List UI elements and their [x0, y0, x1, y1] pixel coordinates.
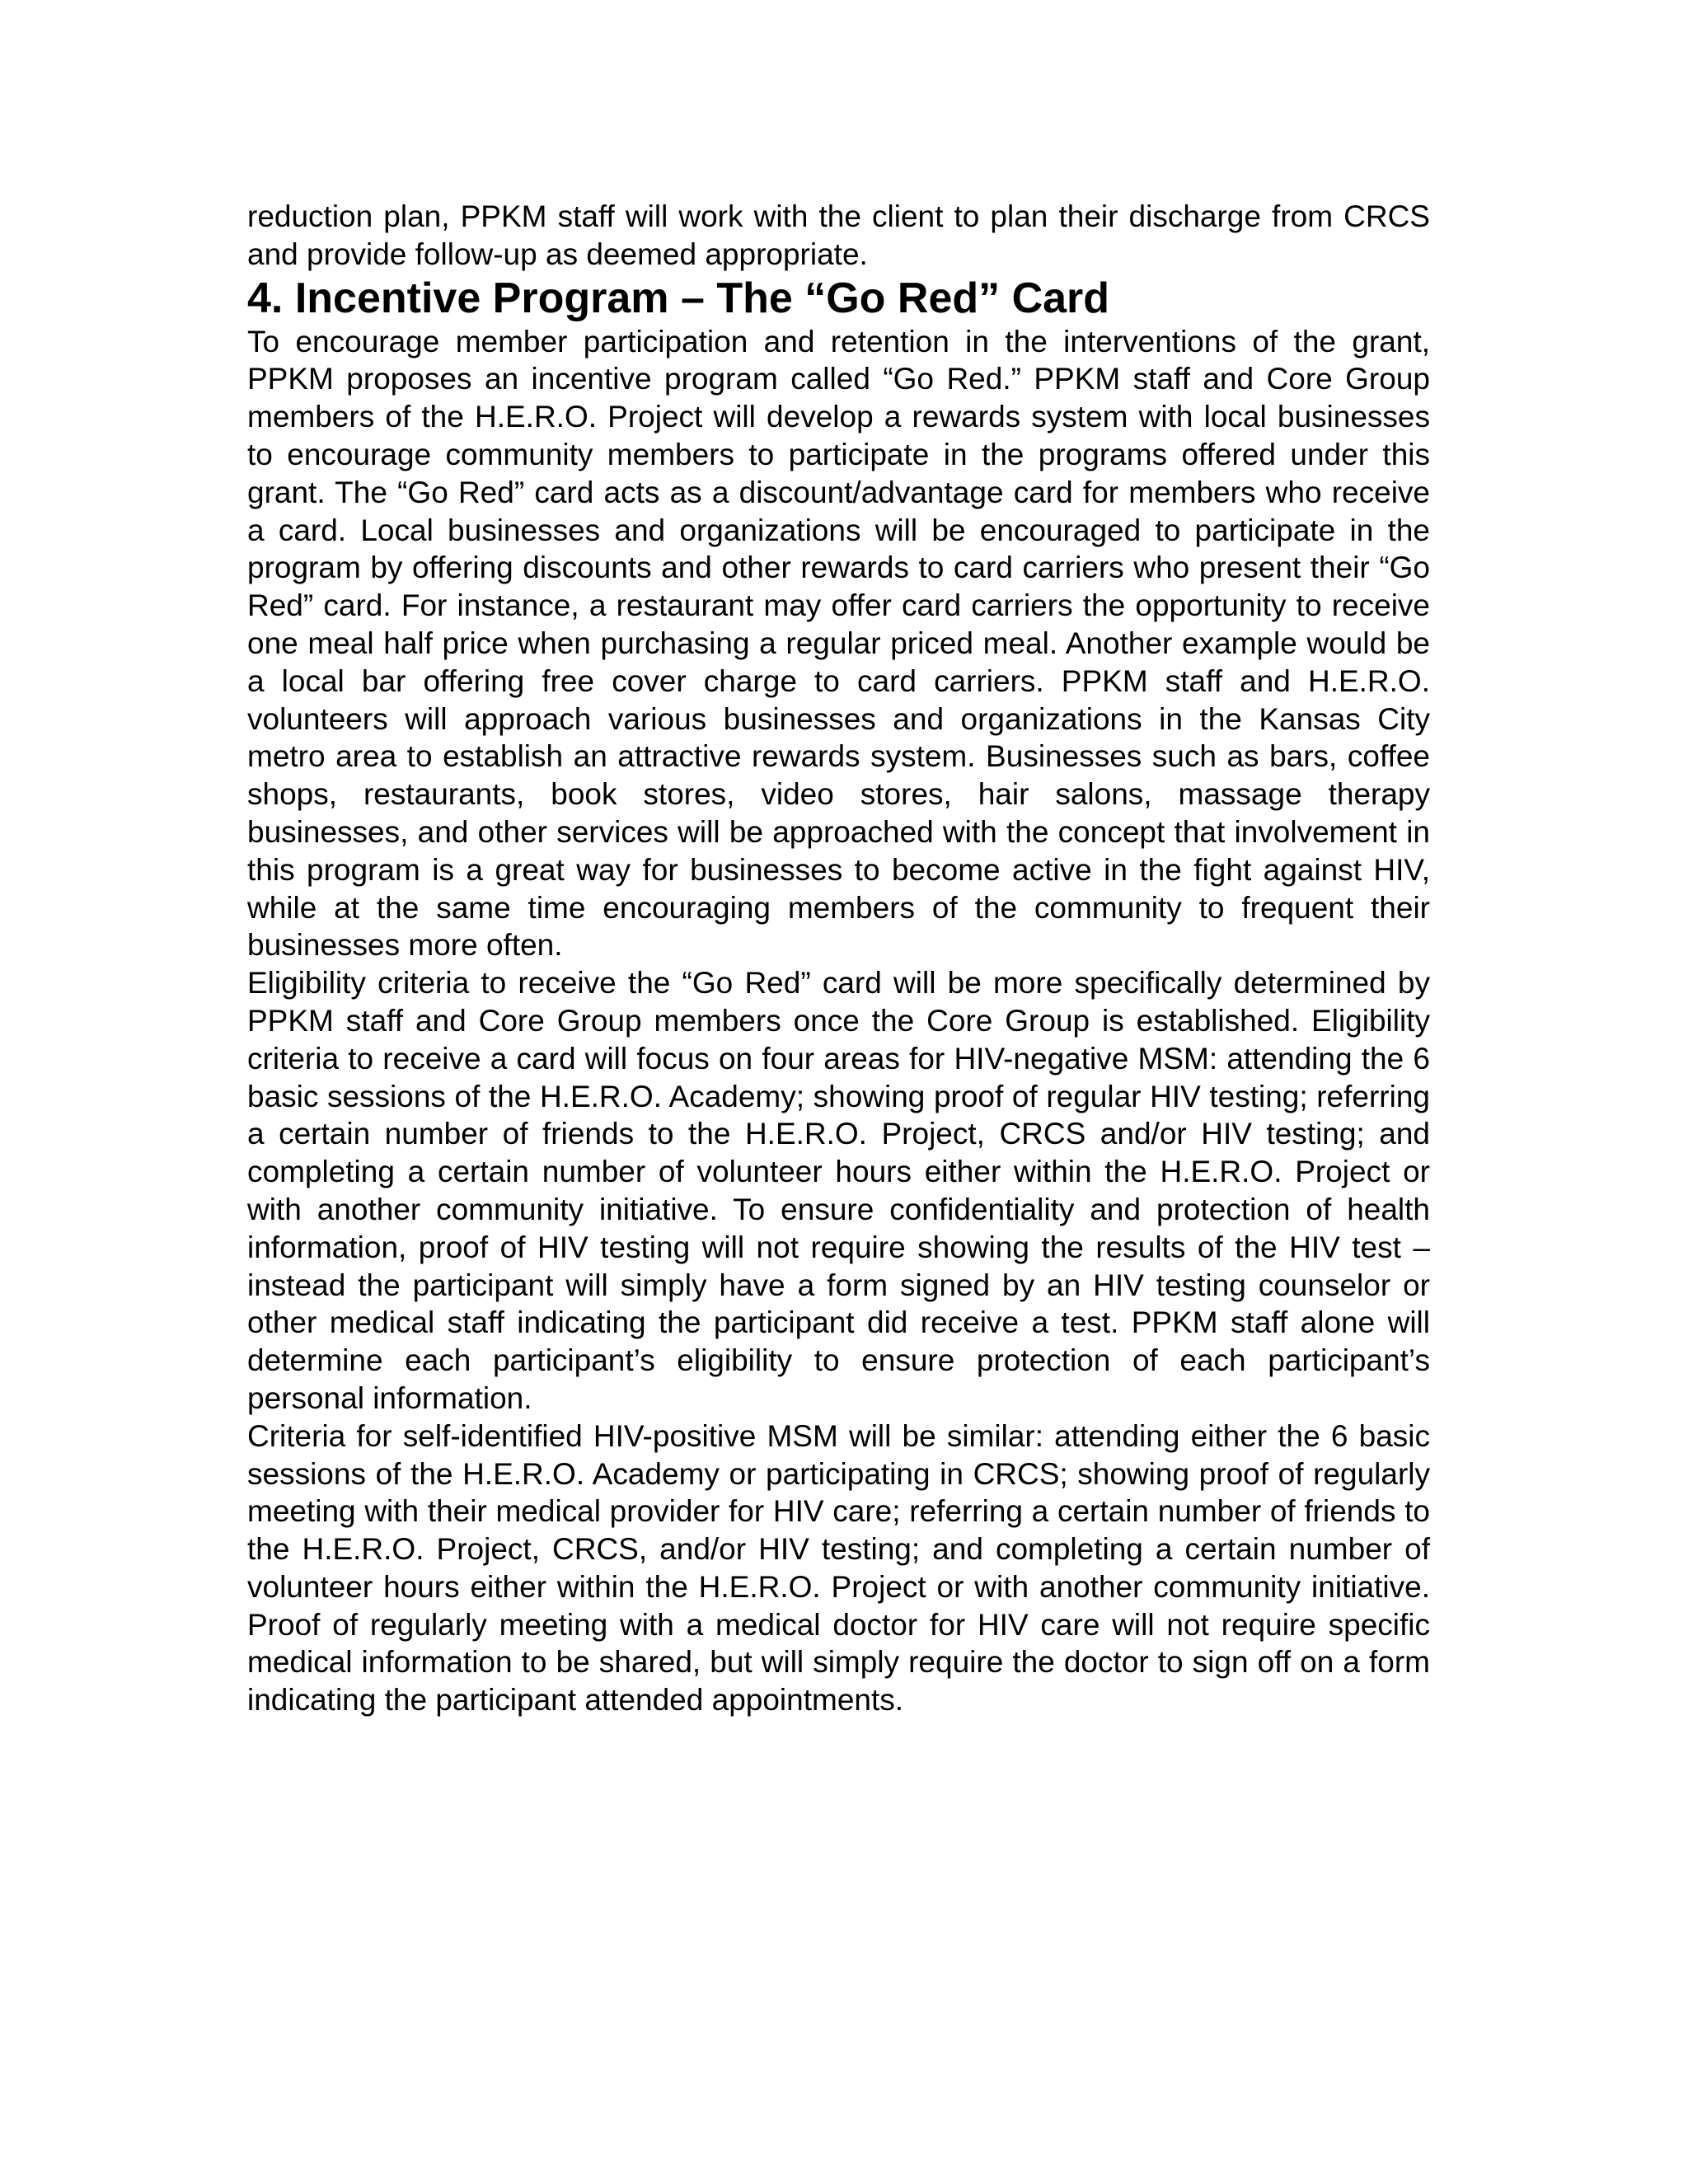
section-heading: 4. Incentive Program – The “Go Red” Card [247, 274, 1110, 322]
paragraph-eligibility-criteria: Eligibility criteria to receive the “Go Red” card will be more specifically determined by PPKM staff and Core Group members once the Core Group is established. Eligibility criteria to receive a card will focus on four areas for HIV-negative MSM: attending the 6 basic sessions of the H.E.R.O. Academy; showing proof of regular HIV testing; referring a certain number of friends to the H.E.R.O. Project, CRCS and/or HIV testing; and completing a certain number of volunteer hours either within the H.E.R.O. Project or with another community initiative. To ensure confidentiality and protection of health information, proof of HIV testing will not require showing the results of the HIV test – instead the participant will simply have a form signed by an HIV testing counselor or other medical staff indicating the participant did receive a test. PPKM staff alone will determine each participant’s eligibility to ensure protection of each participant’s personal information. [247, 966, 1430, 1415]
paragraph-incentive-program: To encourage member participation and retention in the interventions of the grant, PPKM proposes an incentive program called “Go Red.” PPKM staff and Core Group members of the H.E.R.O. Project will develop a rewards system with local businesses to encourage community members to participate in the programs offered under this grant. The “Go Red” card acts as a discount/advantage card for members who receive a card. Local businesses and organizations will be encouraged to participate in the program by offering discounts and other rewards to card carriers who present their “Go Red” card. For instance, a restaurant may offer card carriers the opportunity to receive one meal half price when purchasing a regular priced meal. Another example would be a local bar offering free cover charge to card carriers. PPKM staff and H.E.R.O. volunteers will approach various businesses and organizations in the Kansas City metro area to establish an attractive rewards system. Businesses such as bars, coffee shops, restaurants, book stores, video stores, hair salons, massage therapy businesses, and other services will be approached with the concept that involvement in this program is a great way for businesses to become active in the fight against HIV, while at the same time encouraging members of the community to frequent their businesses more often. [247, 324, 1430, 963]
document-page [247, 198, 1430, 1719]
intro-paragraph: reduction plan, PPKM staff will work with the client to plan their discharge from CRCS and provide follow-up as deemed appropriate. [247, 199, 1430, 271]
paragraph-hiv-positive-criteria: Criteria for self-identified HIV-positive MSM will be similar: attending either the 6 basic sessions of the H.E.R.O. Academy or participating in CRCS; showing proof of regularly meeting with their medical provider for HIV care; referring a certain number of friends to the H.E.R.O. Project, CRCS, and/or HIV testing; and completing a certain number of volunteer hours either within the H.E.R.O. Project or with another community initiative. Proof of regularly meeting with a medical doctor for HIV care will not require specific medical information to be shared, but will simply require the doctor to sign off on a form indicating the participant attended appointments. [247, 1418, 1430, 1718]
